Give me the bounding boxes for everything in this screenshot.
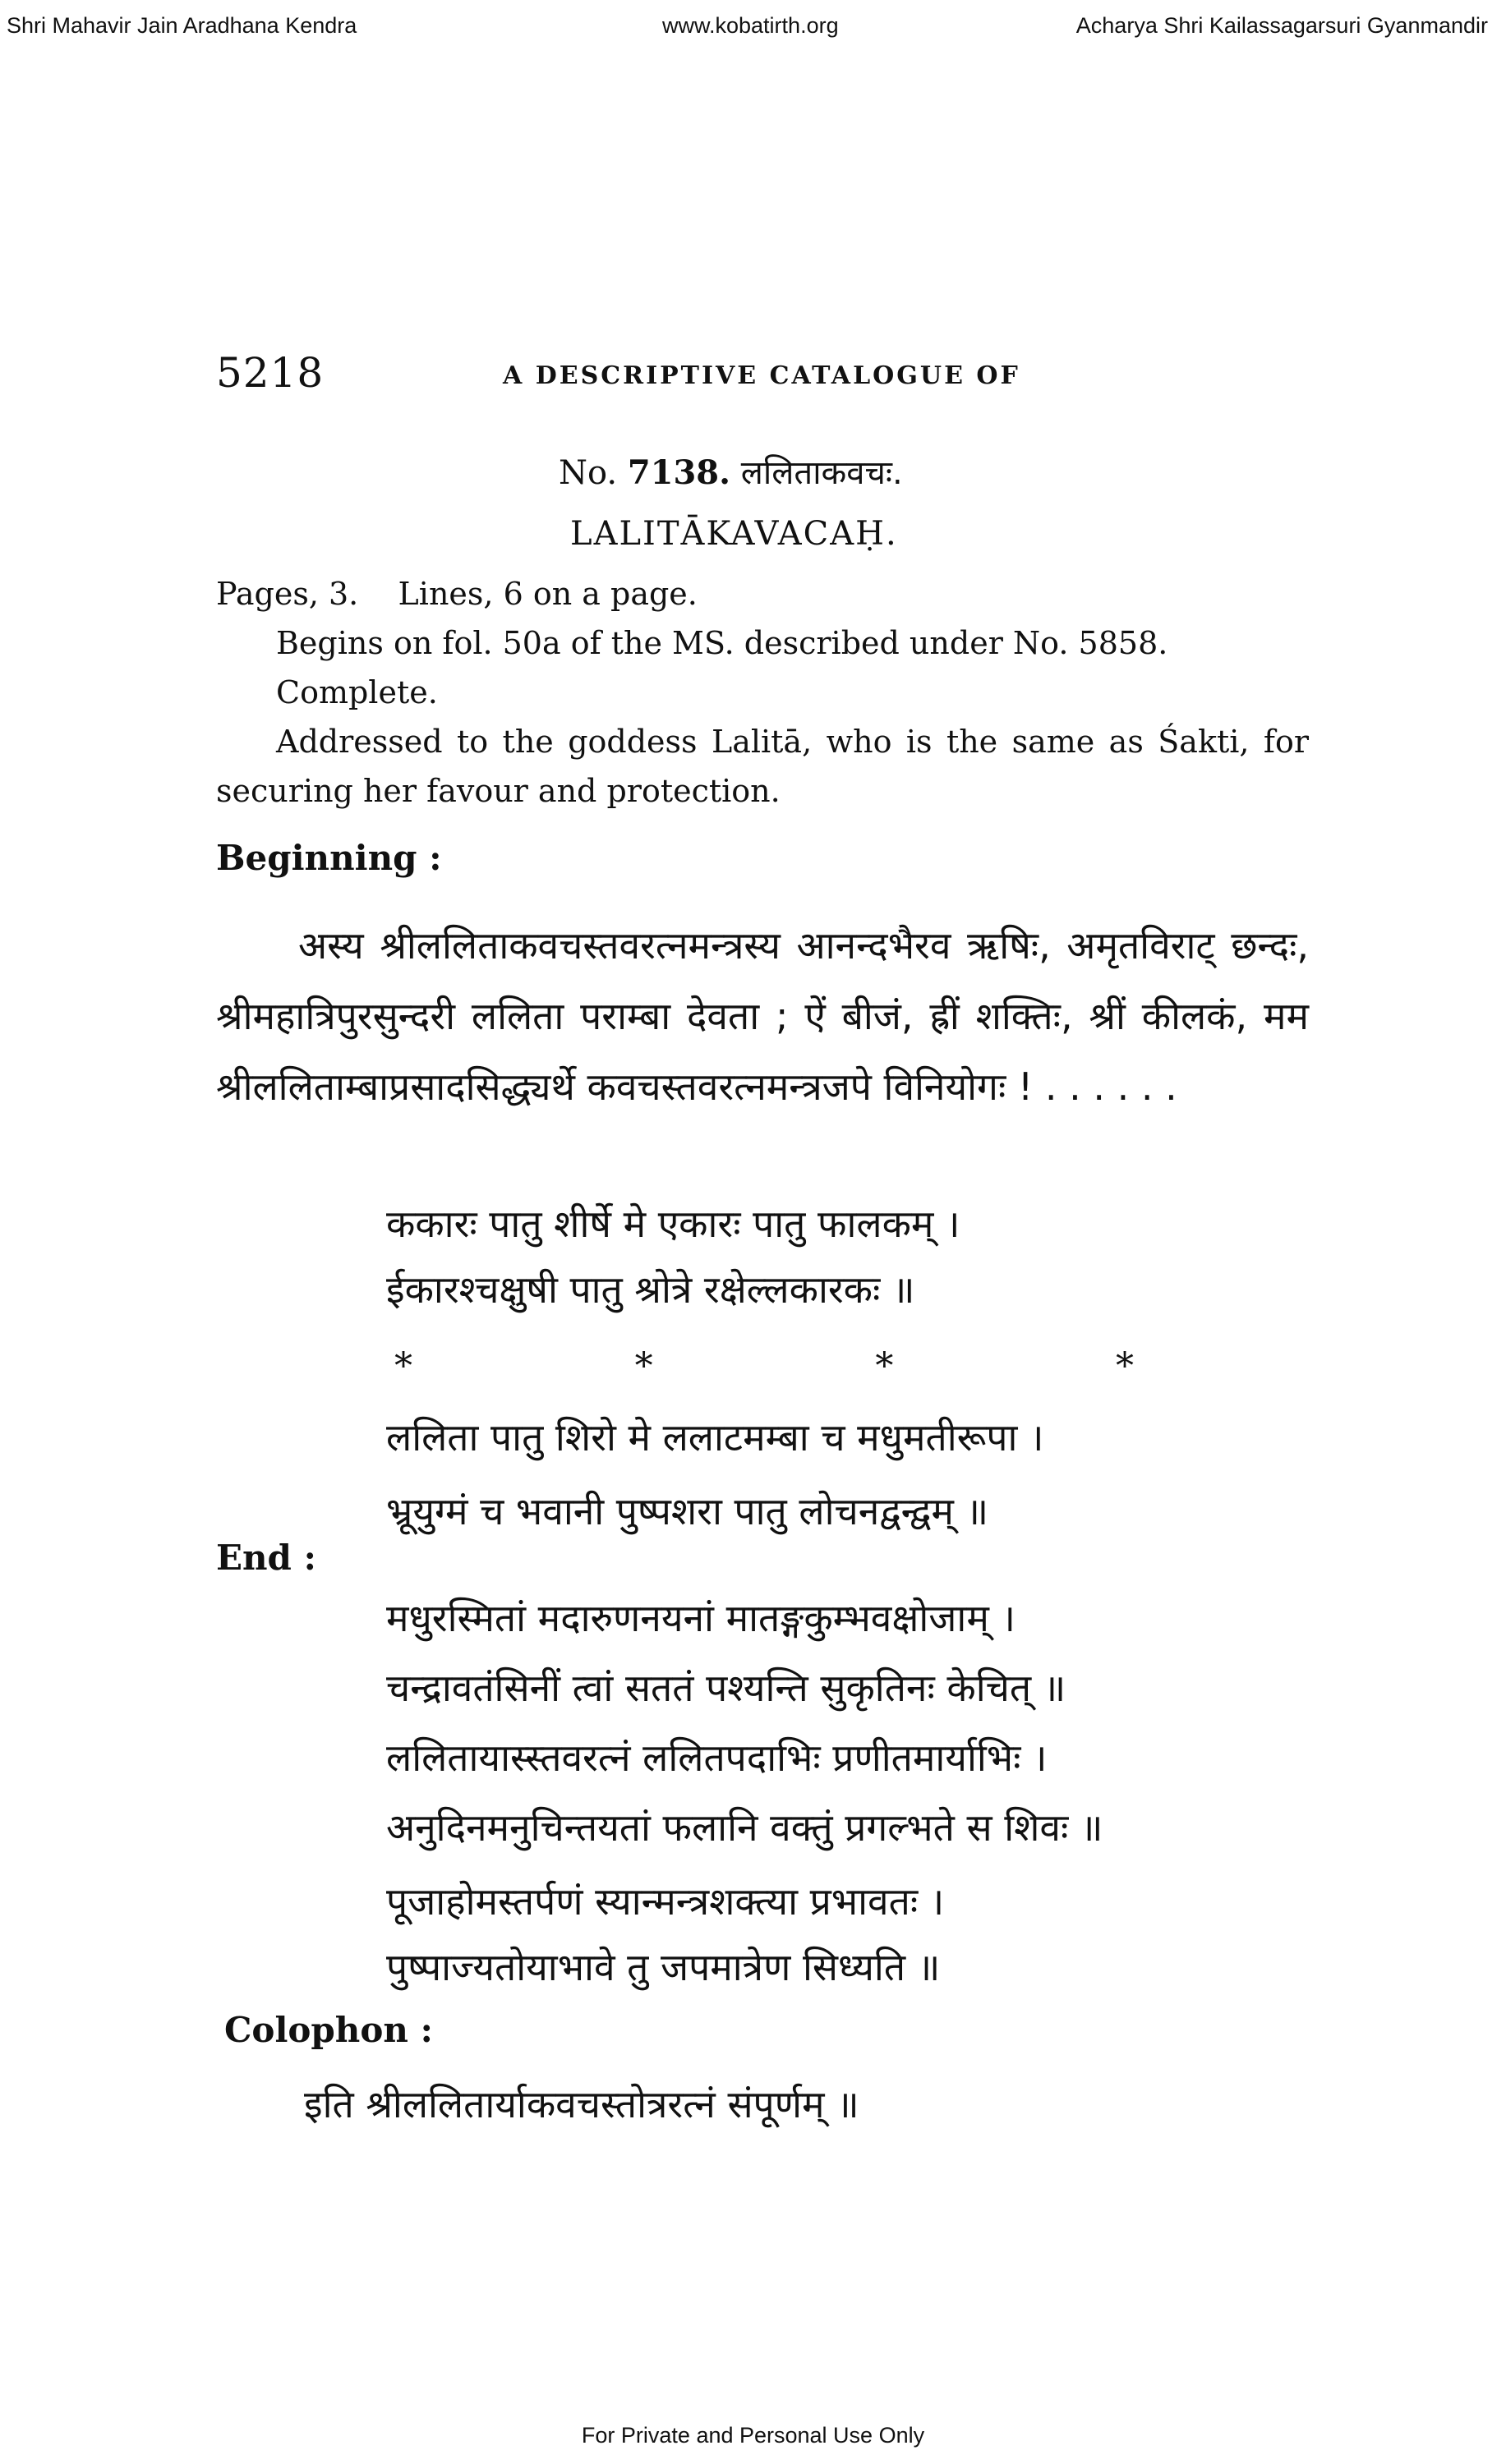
- entry-no-value: 7138.: [627, 453, 731, 492]
- entry-description: Addressed to the goddess Lalitā, who is the same as Śakti, for securing her favour and protection.: [216, 724, 1309, 809]
- footer-notice: For Private and Personal Use Only: [581, 2423, 925, 2448]
- separator-star: *: [634, 1345, 653, 1387]
- beginning-verse-2a: ललिता पातु शिरो मे ललाटमम्बा च मधुमतीरूपा ।: [386, 1415, 1044, 1460]
- end-verse-line: पूजाहोमस्तर्पणं स्यान्मन्त्रशक्त्या प्रभावतः ।: [386, 1879, 945, 1924]
- entry-title-devanagari: ललिताकवचः.: [740, 454, 903, 492]
- header-left-text: Shri Mahavir Jain Aradhana Kendra: [7, 13, 357, 38]
- pages-lines-info: Pages, 3. Lines, 6 on a page.: [216, 576, 698, 612]
- header-website-text: www.kobatirth.org: [662, 13, 839, 38]
- beginning-prose: अस्य श्रीललिताकवचस्तवरत्नमन्त्रस्य आनन्दभैरव ऋषिः, अमृतविराट् छन्दः, श्रीमहात्रिपुरसुन्दरी ललिता पराम्बा देवता ; ऐं बीजं, ह्रीं शक्तिः, श्रीं कीलकं, मम श्रीललिताम्बाप्रसादसिद्ध्यर्थे कवचस्तवरत्नमन्त्रजपे विनियोगः ! . . . . . .: [216, 923, 1309, 1109]
- begins-on-info: Begins on fol. 50a of the MS. described under No. 5858.: [276, 625, 1168, 661]
- beginning-heading: Beginning :: [216, 838, 442, 878]
- end-verse-line: अनुदिनमनुचिन्तयतां फलानि वक्तुं प्रगल्भते स शिवः ॥: [386, 1805, 1103, 1850]
- separator-star: *: [394, 1345, 412, 1387]
- end-verse-line: ललितायास्स्तवरत्नं ललितपदाभिः प्रणीतमार्याभिः ।: [386, 1735, 1048, 1780]
- beginning-verse-2b: भ्रूयुग्मं च भवानी पुष्पशरा पातु लोचनद्वन्द्वम् ॥: [386, 1489, 989, 1533]
- section-separator-stars: [394, 1345, 1134, 1387]
- beginning-verse-1b: ईकारश्चक्षुषी पातु श्रोत्रे रक्षेल्लकारकः ॥: [386, 1267, 915, 1312]
- entry-title-latin: LALITĀKAVACAḤ.: [570, 515, 898, 553]
- end-verse-line: पुष्पाज्यतोयाभावे तु जपमात्रेण सिध्यति ॥: [386, 1945, 941, 1989]
- colophon-text: इति श्रीललितार्याकवचस्तोत्ररत्नं संपूर्णम् ॥: [304, 2082, 859, 2126]
- end-verse-line: मधुरस्मितां मदारुणनयनां मातङ्गकुम्भवक्षोजाम् ।: [386, 1596, 1016, 1640]
- entry-no-prefix: No.: [559, 454, 618, 492]
- header-right-text: Acharya Shri Kailassagarsuri Gyanmandir: [1075, 13, 1488, 38]
- complete-status: Complete.: [276, 674, 438, 710]
- colophon-heading: Colophon :: [224, 2010, 433, 2050]
- page-number: 5218: [216, 349, 325, 397]
- separator-star: *: [875, 1345, 894, 1387]
- end-verse-line: चन्द्रावतंसिनीं त्वां सततं पश्यन्ति सुकृतिनः केचित् ॥: [386, 1666, 1066, 1710]
- end-heading: End :: [216, 1538, 317, 1578]
- beginning-verse-1a: ककारः पातु शीर्षे मे एकारः पातु फालकम् ।: [386, 1202, 960, 1246]
- separator-star: *: [1115, 1345, 1134, 1387]
- entry-number-line: [559, 448, 903, 494]
- running-title: A DESCRIPTIVE CATALOGUE OF: [503, 361, 1020, 390]
